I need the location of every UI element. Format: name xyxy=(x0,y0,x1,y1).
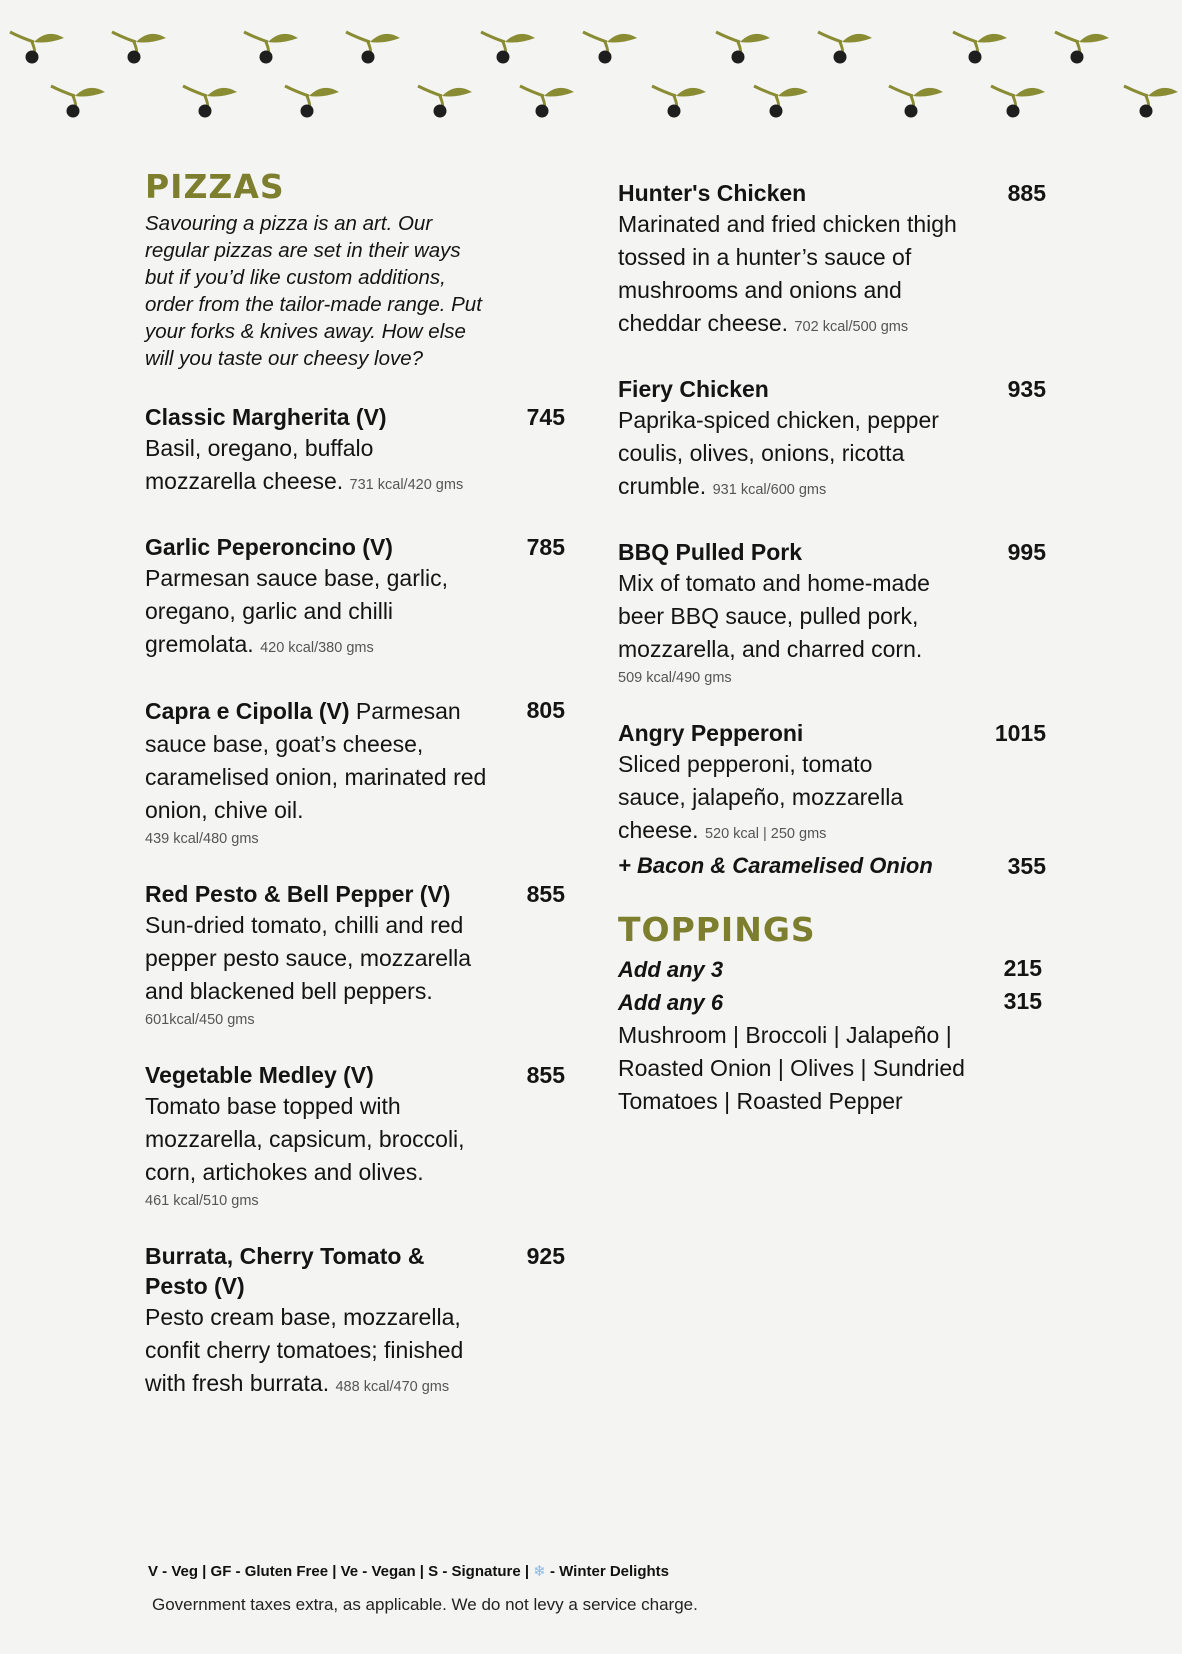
topping-option xyxy=(618,986,1046,1019)
item-name: Red Pesto & Bell Pepper (V) xyxy=(145,881,451,907)
item-calories: 439 kcal/480 gms xyxy=(145,831,259,847)
item-calories: 520 kcal | 250 gms xyxy=(704,826,827,842)
item-name: Garlic Peperoncino (V) xyxy=(145,534,393,560)
item-description: Sliced pepperoni, tomato sauce, jalapeño, mozzarella cheese. xyxy=(618,751,904,843)
item-addon xyxy=(618,851,1046,881)
topping-option xyxy=(618,953,1046,986)
legend-winter: - Winter Delights xyxy=(549,1563,670,1580)
item-description: Sun-dried tomato, chilli and red pepper pesto sauce, mozzarella and blackened bell peppers. xyxy=(145,912,472,1004)
item-name: Capra e Cipolla (V) xyxy=(145,698,350,724)
item-description: Parmesan sauce base, goat’s cheese, caramelised onion, marinated red onion, chive oil. xyxy=(145,698,487,823)
menu-item xyxy=(145,402,565,502)
item-name: Vegetable Medley (V) xyxy=(145,1062,374,1088)
item-calories: 731 kcal/420 gms xyxy=(349,477,464,493)
item-calories: 931 kcal/600 gms xyxy=(712,482,827,498)
item-description: Pesto cream base, mozzarella, confit cherry tomatoes; finished with fresh burrata. xyxy=(145,1304,464,1396)
menu-item xyxy=(145,1060,565,1211)
item-calories: 461 kcal/510 gms xyxy=(145,1193,259,1209)
item-description: Paprika-spiced chicken, pepper coulis, olives, onions, ricotta crumble. xyxy=(618,407,939,499)
menu-item xyxy=(145,1241,565,1404)
topping-option-price: 215 xyxy=(1003,955,1042,981)
topping-option-label: Add any 6 xyxy=(618,990,724,1015)
item-description: Marinated and fried chicken thigh tossed in a hunter’s sauce of mushrooms and onions and cheddar cheese. xyxy=(618,211,957,336)
addon-price: 355 xyxy=(1007,853,1046,879)
item-name: BBQ Pulled Pork xyxy=(618,539,803,565)
right-column xyxy=(618,178,1046,1118)
item-price: 925 xyxy=(526,1243,565,1269)
menu-item xyxy=(618,374,1046,507)
menu-item xyxy=(618,178,1046,344)
left-column xyxy=(145,168,565,1434)
item-price: 855 xyxy=(526,1062,565,1088)
item-price: 935 xyxy=(1007,376,1046,402)
item-calories: 702 kcal/500 gms xyxy=(794,319,909,335)
item-price: 995 xyxy=(1007,539,1046,565)
snowflake-icon: ❄ xyxy=(533,1563,546,1580)
addon-label: + Bacon & Caramelised Onion xyxy=(618,853,933,878)
topping-option-label: Add any 3 xyxy=(618,957,724,982)
item-calories: 420 kcal/380 gms xyxy=(260,640,374,656)
olive-row-1 xyxy=(10,32,1109,64)
tax-note: Government taxes extra, as applicable. We do not levy a service charge. xyxy=(152,1595,698,1614)
item-name: Burrata, Cherry Tomato & Pesto (V) xyxy=(145,1243,425,1299)
menu-item xyxy=(145,695,565,849)
item-description: Mix of tomato and home-made beer BBQ sauce, pulled pork, mozzarella, and charred corn. xyxy=(618,570,930,662)
item-name: Angry Pepperoni xyxy=(618,720,804,746)
item-price: 805 xyxy=(526,697,565,723)
item-description: Tomato base topped with mozzarella, capsicum, broccoli, corn, artichokes and olives. xyxy=(145,1093,465,1185)
menu-item xyxy=(145,879,565,1030)
pizzas-title: PIZZAS xyxy=(145,167,285,206)
item-name: Hunter's Chicken xyxy=(618,180,807,206)
pizzas-intro: Savouring a pizza is an art. Our regular pizzas are set in their ways but if you’d like custom additions, order from the tailor-made range. Put your forks & knives away. How else will you taste our cheesy love? xyxy=(145,212,482,370)
item-price: 885 xyxy=(1007,180,1046,206)
toppings-title: TOPPINGS xyxy=(618,910,816,949)
item-calories: 509 kcal/490 gms xyxy=(618,670,732,686)
item-calories: 601kcal/450 gms xyxy=(145,1012,255,1028)
item-name: Classic Margherita (V) xyxy=(145,404,387,430)
item-price: 745 xyxy=(526,404,565,430)
toppings-list: Mushroom | Broccoli | Jalapeño | Roasted Onion | Olives | Sundried Tomatoes | Roasted Pepper xyxy=(618,1022,965,1114)
legend-text: V - Veg | GF - Gluten Free | Ve - Vegan | S - Signature | xyxy=(148,1563,530,1580)
item-description: Basil, oregano, buffalo mozzarella cheese. xyxy=(145,435,374,494)
menu-item xyxy=(618,537,1046,688)
topping-option-price: 315 xyxy=(1003,988,1042,1014)
menu-item xyxy=(145,532,565,665)
dietary-legend xyxy=(148,1562,669,1580)
item-price: 1015 xyxy=(994,720,1046,746)
item-description: Parmesan sauce base, garlic, oregano, garlic and chilli gremolata. xyxy=(145,565,448,657)
item-name: Fiery Chicken xyxy=(618,376,769,402)
menu-item xyxy=(618,718,1046,881)
olive-branch-pattern xyxy=(0,0,1182,130)
item-calories: 488 kcal/470 gms xyxy=(335,1379,450,1395)
olive-row-2 xyxy=(51,86,1178,118)
item-price: 785 xyxy=(526,534,565,560)
item-price: 855 xyxy=(526,881,565,907)
